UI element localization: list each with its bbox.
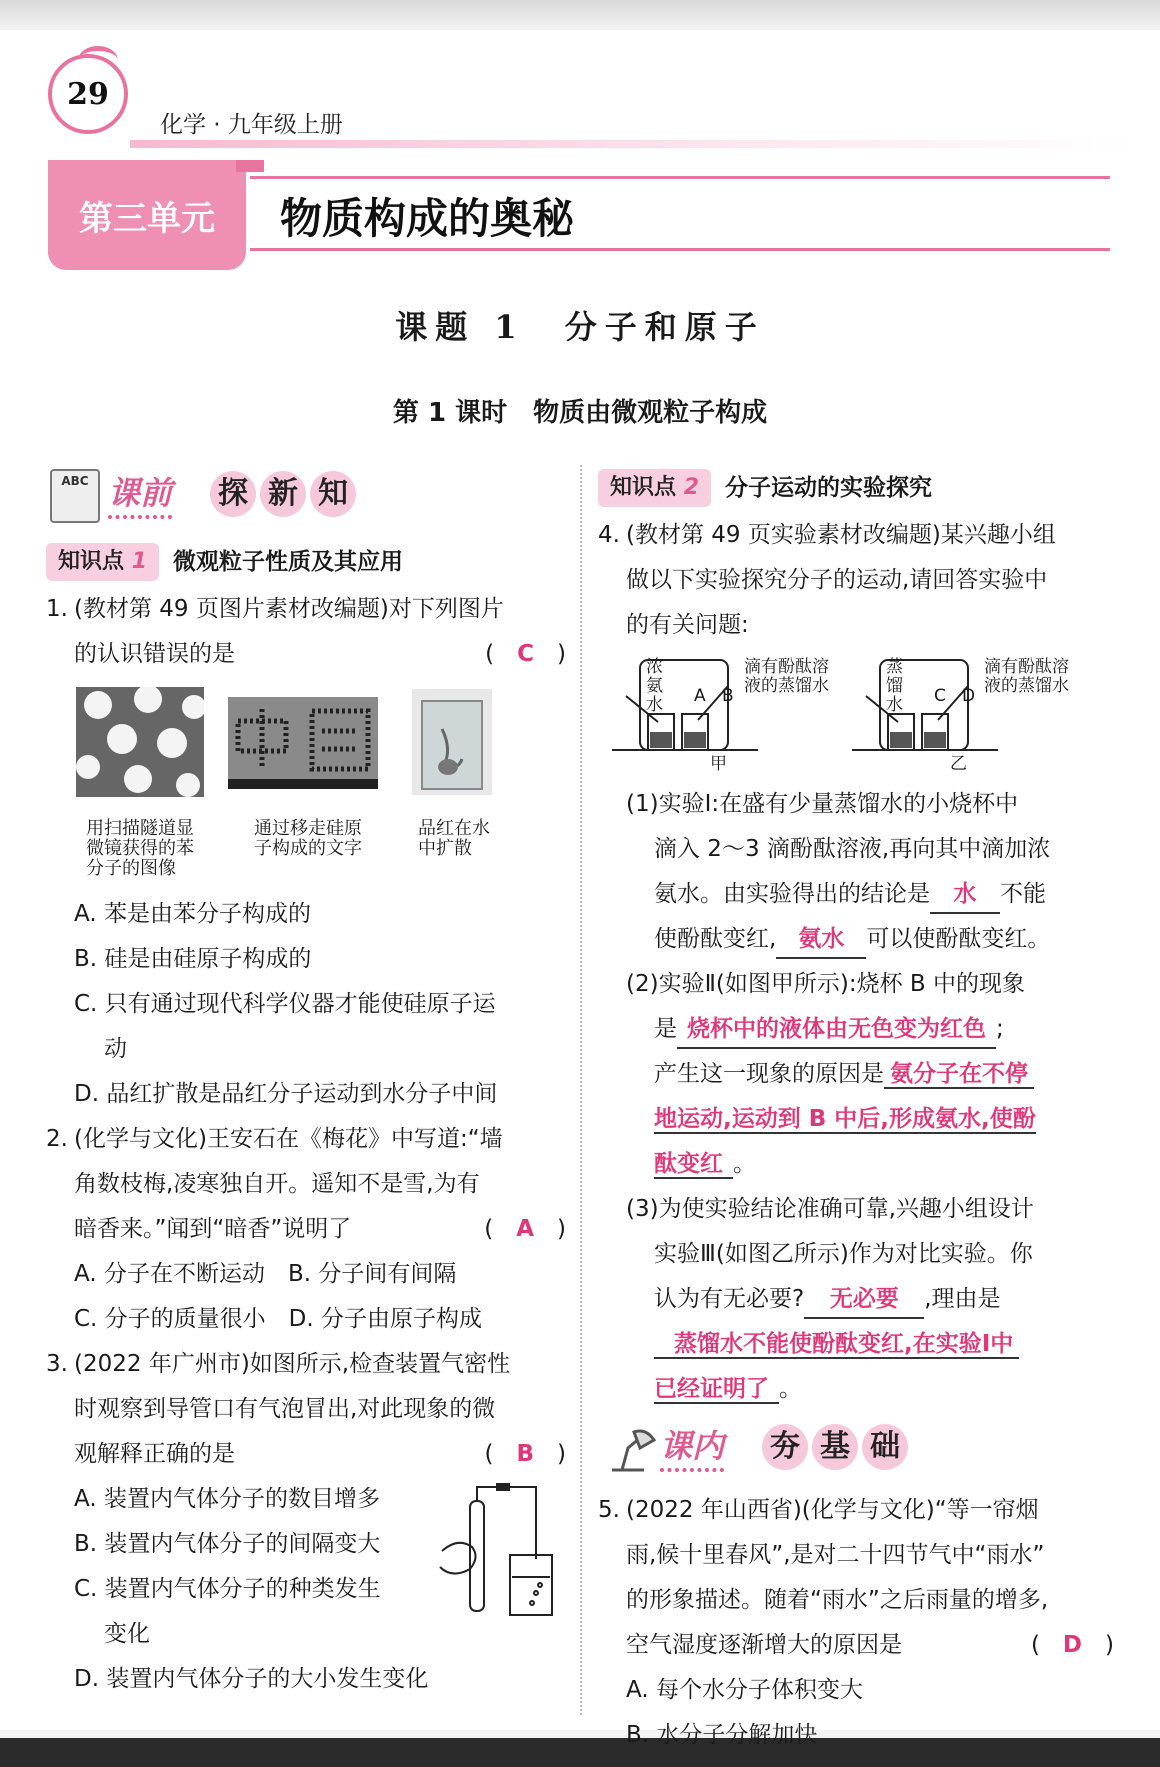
question-3 [46, 1342, 566, 1477]
label-char: 浓 [646, 657, 663, 677]
figure-caption [86, 819, 194, 879]
caption-line: 品红在水 [418, 818, 490, 839]
question-text: (化学与文化)王安石在《梅花》中写道:“墙 [74, 1126, 503, 1152]
answer-blank: 氨水 [776, 921, 866, 959]
caption-line: 子构成的文字 [254, 838, 362, 859]
figure-caption [254, 819, 362, 859]
question-text: ,理由是 [924, 1286, 1001, 1312]
figure-label [646, 658, 663, 715]
caption-line: 微镜获得的苯 [86, 838, 194, 859]
book-title: 化学 · 九年级上册 [160, 112, 343, 138]
question-text: (教材第 49 页图片素材改编题)对下列图片 [74, 596, 504, 622]
question-text-line [626, 1277, 1114, 1322]
lesson-title: 课题 1 分子和原子 [395, 308, 765, 346]
section-label: 课前 [108, 471, 172, 519]
question-text-line [74, 1207, 566, 1252]
question-text: 是 [654, 1016, 677, 1042]
question-number: 3. [46, 1351, 68, 1377]
label-line: 液的蒸馏水 [744, 676, 829, 696]
answer-blank: 水 [930, 876, 1000, 914]
question-text: 。 [779, 1376, 802, 1402]
answer-fill: 氨分子在不停 [884, 1061, 1034, 1089]
question-1 [46, 587, 566, 677]
option: B. 水分子分解加快 [626, 1722, 818, 1748]
page-number-badge [48, 46, 130, 128]
question-text: (1)实验Ⅰ:在盛有少量蒸馏水的小烧杯中 [626, 791, 1019, 817]
figure-label [886, 658, 903, 715]
answer-blank: 烧杯中的液体由无色变为红色 [677, 1011, 996, 1049]
question-number: 4. [598, 522, 620, 548]
unit-tab-decoration [236, 160, 264, 172]
section-char: 知 [310, 471, 356, 517]
beaker-label: B [722, 686, 734, 706]
left-column [46, 465, 566, 1702]
question-text: (3)为使实验结论准确可靠,兴趣小组设计 [626, 1196, 1034, 1222]
unit-title: 物质构成的奥秘 [280, 194, 575, 243]
answer-bracket: ( B ) [484, 1441, 566, 1467]
question-4 [598, 513, 1114, 648]
label-line: 滴有酚酞溶 [984, 657, 1069, 677]
label-char: 蒸 [886, 657, 903, 677]
dye-diffusion-beaker-image [412, 689, 492, 795]
question-number: 2. [46, 1126, 68, 1152]
figure-label [744, 658, 829, 696]
label-char: 水 [886, 695, 903, 715]
unit-rule-top [250, 176, 1110, 179]
label-char: 氨 [646, 676, 663, 696]
question-text: (2022 年山西省)(化学与文化)“等一帘烟 [626, 1497, 1039, 1523]
knowledge-point-1 [46, 539, 566, 585]
knowledge-point-2 [598, 465, 1114, 511]
answer-bracket: ( C ) [485, 641, 566, 667]
question-text-line [626, 872, 1114, 917]
figure-caption [418, 819, 490, 859]
section-char: 探 [210, 471, 256, 517]
question-text: 的有关问题: [626, 612, 749, 638]
kp-badge: 知识点 2 [598, 469, 711, 507]
caption-line: 通过移走硅原 [254, 818, 362, 839]
figure-name: 乙 [950, 754, 967, 774]
question-text-line [626, 1367, 1114, 1412]
question-2 [46, 1117, 566, 1252]
question-text: ; [996, 1016, 1004, 1042]
question-text: 滴入 2～3 滴酚酞溶液,再向其中滴加浓 [654, 836, 1051, 862]
answer: D [1062, 1632, 1083, 1658]
question-text: 做以下实验探究分子的运动,请回答实验中 [626, 567, 1048, 593]
section-char: 基 [812, 1424, 858, 1470]
question-text: 暗香来。”闻到“暗香”说明了 [74, 1216, 352, 1242]
q4-part-2 [598, 962, 1114, 1187]
q4-part-1 [598, 782, 1114, 962]
option: C. 只有通过现代科学仪器才能使硅原子运 [74, 991, 496, 1017]
header-rule [130, 140, 1130, 148]
answer-fill: 已经证明了 [654, 1376, 779, 1404]
question-text: (2022 年广州市)如图所示,检查装置气密性 [74, 1351, 511, 1377]
unit-label: 第三单元 [48, 160, 246, 270]
question-text-line [626, 1142, 1114, 1187]
question-text: 角数枝梅,凌寒独自开。遥知不是雪,为有 [74, 1171, 480, 1197]
section-char: 础 [862, 1424, 908, 1470]
silicon-atom-text-image [228, 697, 378, 789]
question-text: 氨水。由实验得出的结论是 [654, 881, 930, 907]
section-char: 新 [260, 471, 306, 517]
question-text: 时观察到导管口有气泡冒出,对此现象的微 [74, 1396, 496, 1422]
kp-title: 微观粒子性质及其应用 [173, 548, 403, 575]
beaker-label: D [962, 686, 976, 706]
question-number: 1. [46, 596, 68, 622]
question-text: (2)实验Ⅱ(如图甲所示):烧杯 B 中的现象 [626, 971, 1025, 997]
question-text: 雨,候十里春风”,是对二十四节气中“雨水” [626, 1542, 1045, 1568]
question-text: 实验Ⅲ(如图乙所示)作为对比实验。你 [654, 1241, 1033, 1267]
book-abc-icon: ABC [50, 469, 100, 523]
option: B. 装置内气体分子的间隔变大 [74, 1531, 381, 1557]
q4-part-3 [598, 1187, 1114, 1412]
question-text-line [626, 1322, 1114, 1367]
label-line: 液的蒸馏水 [984, 676, 1069, 696]
question-text: 。 [733, 1151, 756, 1177]
period-title: 第 1 课时 物质由微观粒子构成 [392, 398, 768, 428]
experiment-figure [598, 656, 1114, 774]
airtightness-apparatus-figure [436, 1481, 556, 1631]
section-label: 课内 [660, 1424, 724, 1472]
option: C. 装置内气体分子的种类发生 [74, 1576, 381, 1602]
section-before-class [46, 465, 566, 535]
caption-line: 用扫描隧道显 [86, 818, 194, 839]
question-text-line [626, 917, 1114, 962]
question-text: 产生这一现象的原因是 [654, 1061, 884, 1087]
caption-line: 中扩散 [418, 838, 472, 859]
label-line: 滴有酚酞溶 [744, 657, 829, 677]
question-text: 可以使酚酞变红。 [866, 926, 1051, 952]
question-text: 空气湿度逐渐增大的原因是 [626, 1632, 902, 1658]
label-char: 馏 [886, 676, 903, 696]
beaker-label: C [934, 686, 946, 706]
answer-bracket: ( D ) [1030, 1632, 1114, 1658]
option-continued: 动 [104, 1036, 127, 1062]
benzene-stm-image [76, 687, 204, 797]
question-text-line [626, 1623, 1114, 1668]
question-text-line [74, 1432, 566, 1477]
question-text-line [74, 632, 566, 677]
question-text: 使酚酞变红, [654, 926, 777, 952]
question-text: (教材第 49 页实验素材改编题)某兴趣小组 [626, 522, 1056, 548]
page-number: 29 [48, 54, 128, 134]
question-text: 认为有无必要? [654, 1286, 805, 1312]
answer: B [516, 1441, 535, 1467]
q1-figures [46, 677, 566, 892]
label-char: 水 [646, 695, 663, 715]
kp-title: 分子运动的实验探究 [725, 474, 932, 501]
option: D. 装置内气体分子的大小发生变化 [74, 1666, 429, 1692]
column-divider [580, 465, 582, 1715]
section-char: 夯 [762, 1424, 808, 1470]
question-text: 不能 [1000, 881, 1046, 907]
right-column [598, 465, 1114, 1758]
option-continued: 变化 [104, 1621, 150, 1647]
question-5 [598, 1488, 1114, 1758]
option: B. 硅是由硅原子构成的 [74, 946, 312, 972]
option: C. 分子的质量很小 D. 分子由原子构成 [74, 1306, 483, 1332]
question-number: 5. [598, 1497, 620, 1523]
kp-badge: 知识点 1 [46, 543, 159, 581]
answer-bracket: ( A ) [484, 1216, 566, 1242]
answer-fill: 酞变红 [654, 1151, 733, 1179]
option: D. 品红扩散是品红分子运动到水分子中间 [74, 1081, 498, 1107]
option: A. 分子在不断运动 B. 分子间有间隔 [74, 1261, 457, 1287]
question-text: 观解释正确的是 [74, 1441, 235, 1467]
figure-name: 甲 [710, 754, 727, 774]
question-text: 的认识错误的是 [74, 641, 235, 667]
option: A. 每个水分子体积变大 [626, 1677, 863, 1703]
figure-label [984, 658, 1069, 696]
question-text: 的形象描述。随着“雨水”之后雨量的增多, [626, 1587, 1049, 1613]
question-text-line [626, 1097, 1114, 1142]
beaker-label: A [694, 686, 706, 706]
answer-fill: 蒸馏水不能使酚酞变红,在实验Ⅰ中 [654, 1331, 1019, 1359]
question-text-line [626, 1052, 1114, 1097]
desk-lamp-icon [604, 1426, 660, 1474]
q3-options [46, 1477, 566, 1702]
answer: C [517, 641, 535, 667]
section-in-class [598, 1418, 1114, 1488]
caption-line: 分子的图像 [86, 858, 176, 879]
unit-rule-bottom [250, 248, 1110, 251]
answer: A [516, 1216, 535, 1242]
answer-blank: 无必要 [804, 1281, 924, 1319]
scan-top-edge [0, 0, 1160, 30]
option: A. 装置内气体分子的数目增多 [74, 1486, 380, 1512]
question-text-line [626, 1007, 1114, 1052]
option: A. 苯是由苯分子构成的 [74, 901, 311, 927]
answer-fill: 地运动,运动到 B 中后,形成氨水,使酚 [654, 1106, 1036, 1132]
